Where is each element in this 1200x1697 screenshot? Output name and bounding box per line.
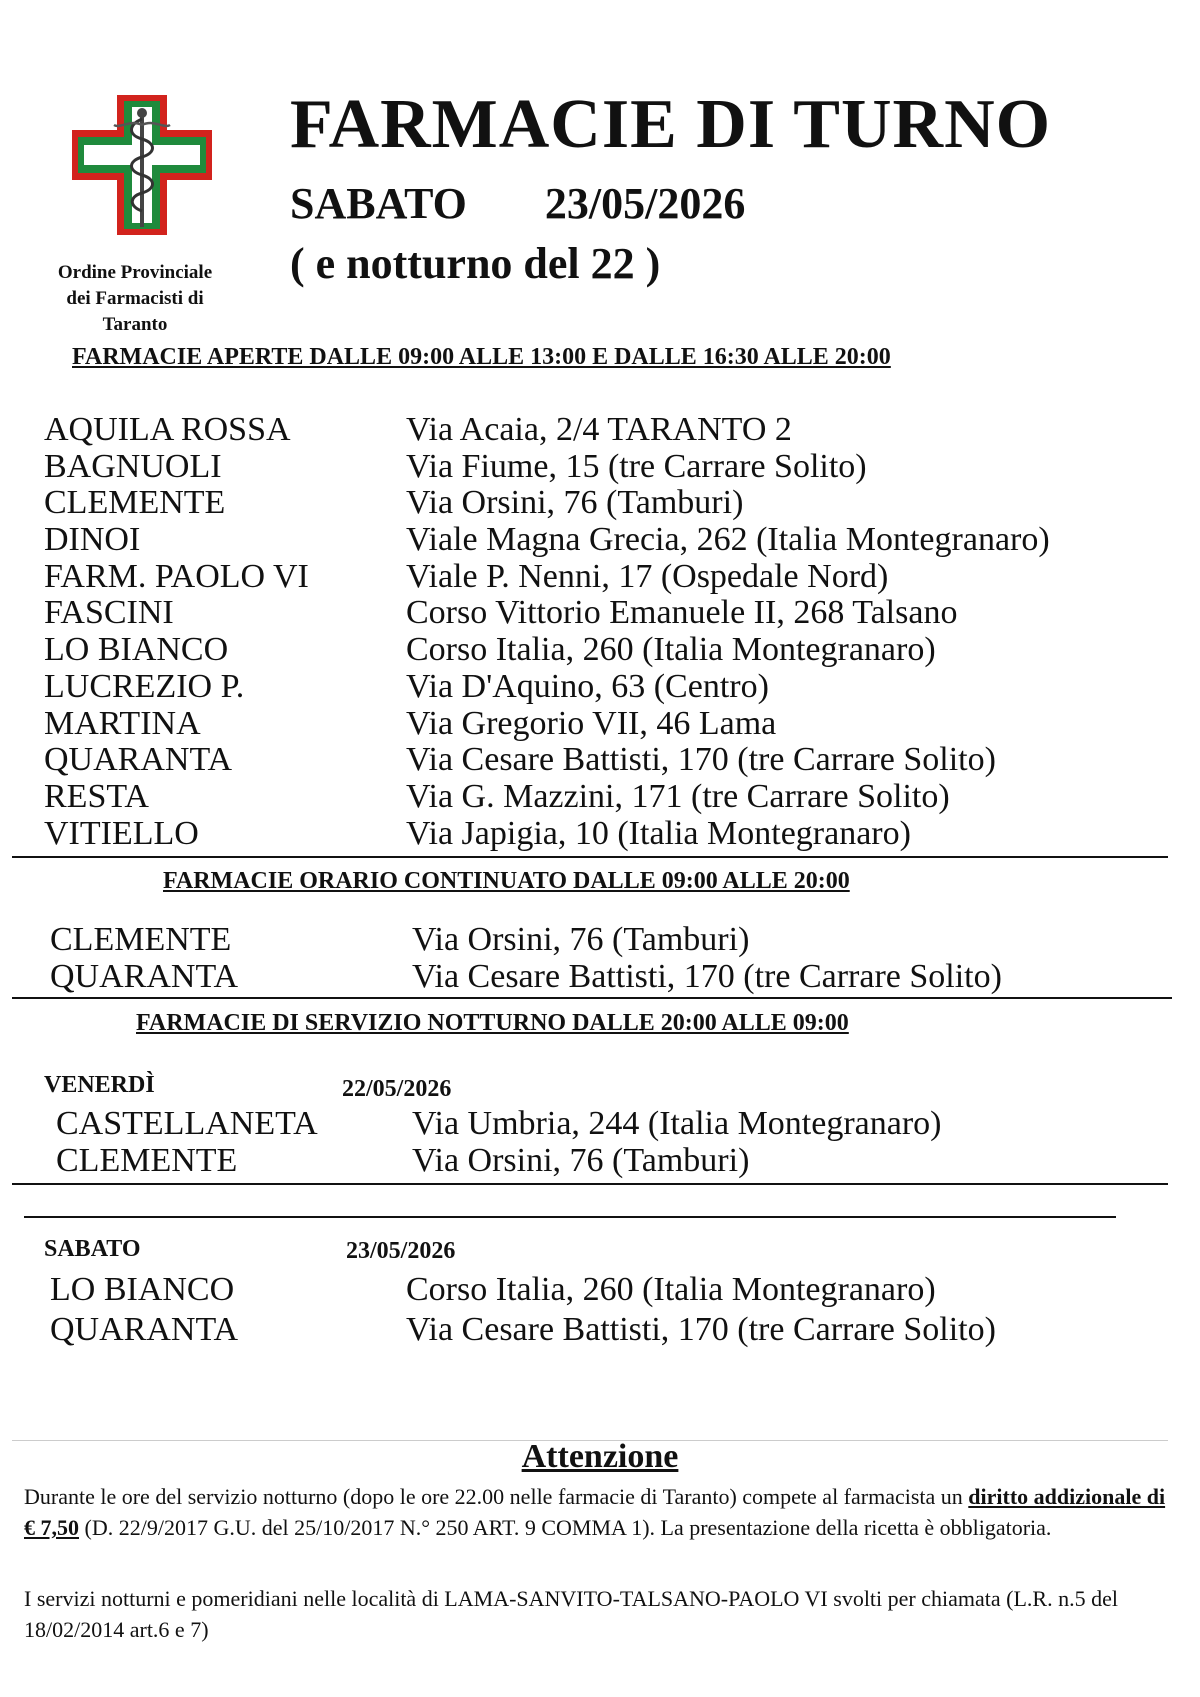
pharmacy-address: Via D'Aquino, 63 (Centro) <box>406 667 769 705</box>
list-item <box>44 742 1174 779</box>
section-heading-night: FARMACIE DI SERVIZIO NOTTURNO DALLE 20:00 ALLE 09:00 <box>136 1010 849 1036</box>
list-item <box>44 595 1174 632</box>
divider <box>12 856 1168 858</box>
pharmacy-name: MARTINA <box>44 704 201 742</box>
divider <box>24 1216 1116 1218</box>
list-item <box>44 669 1174 706</box>
notice-title: Attenzione <box>521 1438 679 1475</box>
list-item <box>50 959 1180 996</box>
list-item <box>44 779 1174 816</box>
notice-paragraph: I servizi notturni e pomeridiani nelle località di LAMA-SANVITO-TALSANO-PAOLO VI svolti per chiamata (L.R. n.5 del 18/02/2014 art.6 e 7) <box>24 1586 1118 1642</box>
pharmacy-name: LO BIANCO <box>44 631 229 669</box>
notice-paragraph <box>24 1481 1174 1543</box>
night-friday-list <box>56 1106 1186 1179</box>
night-day-date: 23/05/2026 <box>346 1238 456 1264</box>
pharmacy-address: Viale Magna Grecia, 262 (Italia Montegranaro) <box>406 521 1050 559</box>
night-day-label: SABATO <box>44 1236 141 1262</box>
pharmacy-address: Via Cesare Battisti, 170 (tre Carrare Solito) <box>406 1311 996 1348</box>
pharmacy-name: LO BIANCO <box>50 1271 235 1308</box>
divider <box>12 1183 1168 1185</box>
page-title: FARMACIE DI TURNO <box>290 86 1052 163</box>
night-note: ( e notturno del 22 ) <box>290 239 661 288</box>
pharmacy-name: DINOI <box>44 521 141 559</box>
list-item <box>44 412 1174 449</box>
list-item <box>50 922 1180 959</box>
pharmacy-name: CLEMENTE <box>50 921 232 958</box>
pharmacy-name: CLEMENTE <box>56 1141 238 1179</box>
list-item <box>56 1143 1186 1180</box>
night-day-label: VENERDÌ <box>44 1072 155 1098</box>
pharmacy-name: QUARANTA <box>50 957 239 995</box>
pharmacy-address: Corso Italia, 260 (Italia Montegranaro) <box>406 631 936 669</box>
night-day-date: 22/05/2026 <box>342 1076 452 1102</box>
section-heading-continuous: FARMACIE ORARIO CONTINUATO DALLE 09:00 ALLE 20:00 <box>163 868 850 894</box>
pharmacy-name: BAGNUOLI <box>44 447 222 485</box>
pharmacy-name: CLEMENTE <box>44 484 226 522</box>
org-name <box>30 260 240 338</box>
pharmacy-cross-logo <box>72 95 212 235</box>
org-line: Taranto <box>102 314 168 335</box>
subtitle <box>290 178 745 229</box>
notice-fee: diritto addizionale di € 7,50 <box>24 1484 1166 1540</box>
list-item <box>44 706 1174 743</box>
org-line: dei Farmacisti di <box>66 288 204 309</box>
list-item <box>44 816 1174 853</box>
list-item <box>44 632 1174 669</box>
notice-text: Durante le ore del servizio notturno (dopo le ore 22.00 nelle farmacie di Taranto) compete al farmacista un <box>24 1484 969 1509</box>
list-item <box>50 1310 1180 1350</box>
continuous-list <box>50 922 1180 995</box>
pharmacy-address: Via Cesare Battisti, 170 (tre Carrare Solito) <box>412 957 1002 995</box>
night-saturday-list <box>50 1270 1180 1350</box>
pharmacy-name: VITIELLO <box>44 814 199 852</box>
list-item <box>44 522 1174 559</box>
pharmacy-name: QUARANTA <box>50 1311 239 1348</box>
pharmacy-address: Via Acaia, 2/4 TARANTO 2 <box>406 411 792 448</box>
list-item <box>44 449 1174 486</box>
pharmacy-name: RESTA <box>44 777 149 815</box>
pharmacy-address: Via Orsini, 76 (Tamburi) <box>412 921 750 958</box>
pharmacy-address: Via Umbria, 244 (Italia Montegranaro) <box>412 1105 942 1142</box>
pharmacy-address: Corso Italia, 260 (Italia Montegranaro) <box>406 1271 936 1308</box>
pharmacy-name: AQUILA ROSSA <box>44 411 291 448</box>
pharmacy-name: LUCREZIO P. <box>44 667 245 705</box>
pharmacy-address: Via Orsini, 76 (Tamburi) <box>412 1141 750 1179</box>
pharmacy-address: Via Gregorio VII, 46 Lama <box>406 704 777 742</box>
list-item <box>44 559 1174 596</box>
divider <box>12 997 1172 999</box>
notice-text: (D. 22/9/2017 G.U. del 25/10/2017 N.° 250 ART. 9 COMMA 1). La presentazione della ricetta è obbligatoria. <box>79 1515 1052 1540</box>
list-item <box>44 485 1174 522</box>
pharmacy-address: Via Japigia, 10 (Italia Montegranaro) <box>406 814 911 852</box>
pharmacy-name: FASCINI <box>44 594 174 632</box>
subtitle-date: 23/05/2026 <box>544 179 746 228</box>
pharmacy-address: Via G. Mazzini, 171 (tre Carrare Solito) <box>406 777 950 815</box>
pharmacy-name: CASTELLANETA <box>56 1105 318 1142</box>
open-hours-list <box>44 412 1174 852</box>
pharmacy-address: Via Cesare Battisti, 170 (tre Carrare Solito) <box>406 741 996 779</box>
org-line: Ordine Provinciale <box>57 262 213 283</box>
list-item <box>50 1270 1180 1310</box>
pharmacy-address: Viale P. Nenni, 17 (Ospedale Nord) <box>406 557 889 595</box>
pharmacy-address: Via Fiume, 15 (tre Carrare Solito) <box>406 447 867 485</box>
section-heading-open-hours: FARMACIE APERTE DALLE 09:00 ALLE 13:00 E DALLE 16:30 ALLE 20:00 <box>72 344 891 370</box>
pharmacy-address: Corso Vittorio Emanuele II, 268 Talsano <box>406 594 958 632</box>
list-item <box>56 1106 1186 1143</box>
pharmacy-name: QUARANTA <box>44 741 233 779</box>
pharmacy-address: Via Orsini, 76 (Tamburi) <box>406 484 744 522</box>
pharmacy-name: FARM. PAOLO VI <box>44 557 309 595</box>
subtitle-day: SABATO <box>290 179 467 228</box>
